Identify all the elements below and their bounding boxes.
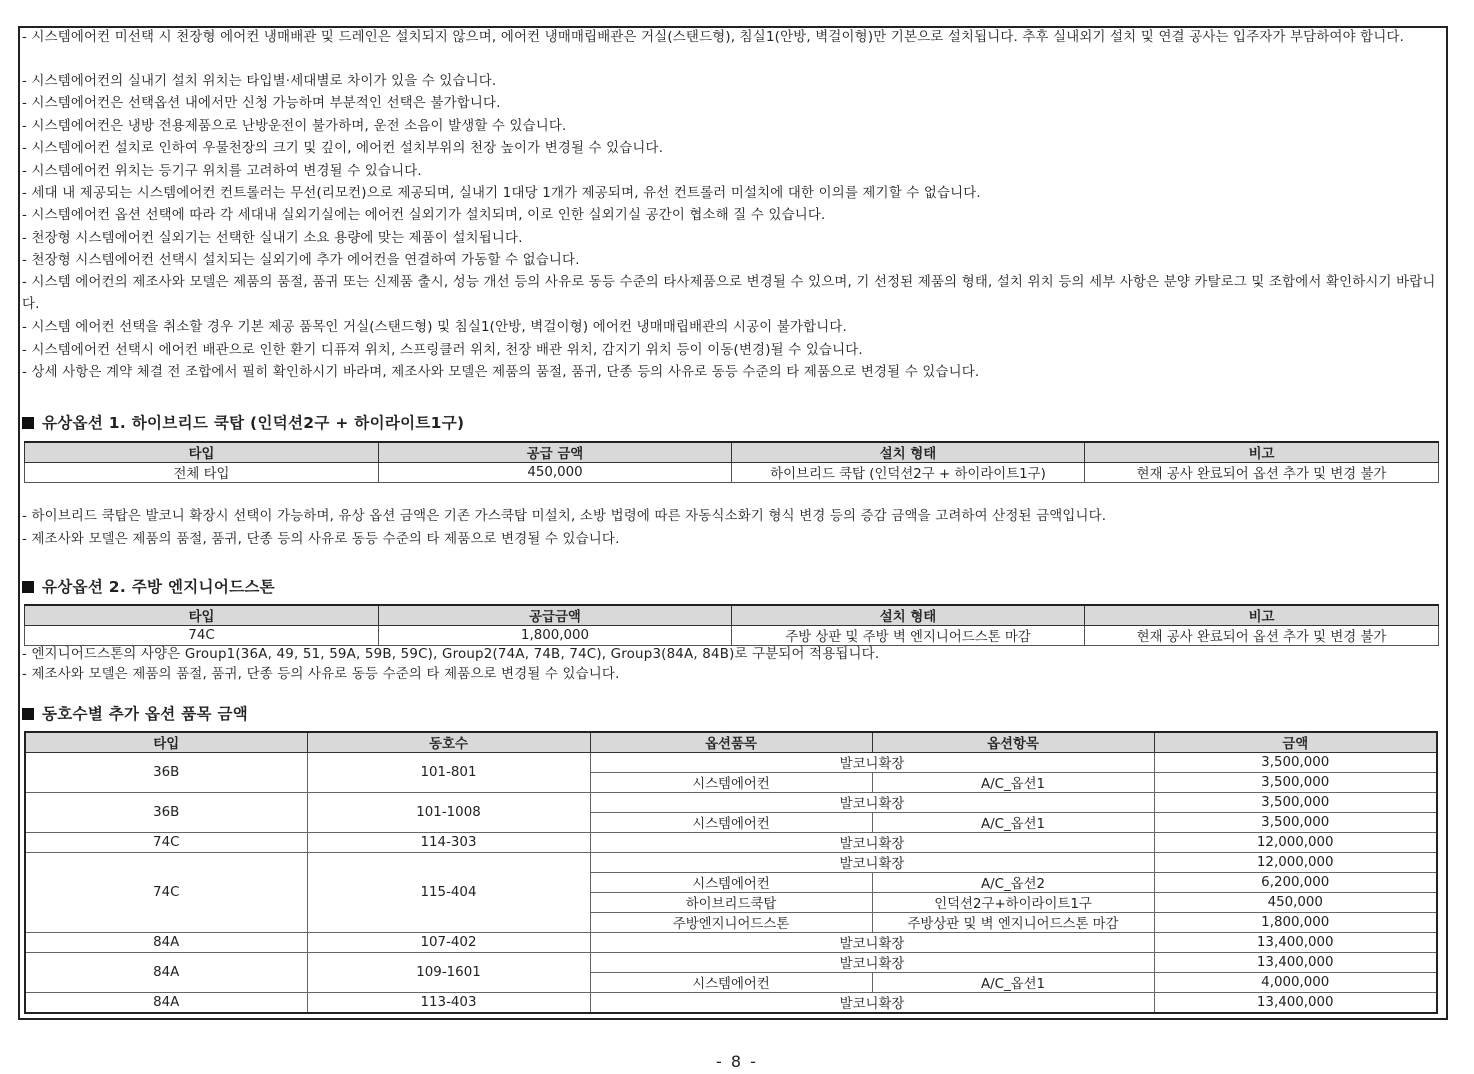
cell-option-item: 시스템에어컨 [590,813,872,833]
unit-option-table [24,731,1438,1014]
table-cell: 전체 타입 [25,463,379,483]
cell-option-item: 하이브리드쿡탑 [590,893,872,913]
cell-unit: 113-403 [307,993,590,1014]
col-header: 옵션항목 [872,732,1154,753]
cell-type: 84A [25,953,307,993]
cell-price: 3,500,000 [1154,813,1437,833]
note-line: - 시스템에어컨 설치로 인하여 우물천장의 크기 및 깊이, 에어컨 설치부위의 천장 높이가 변경될 수 있습니다. [22,141,664,156]
cell-type: 74C [25,833,307,853]
table-row [25,833,1437,853]
note-line: - 시스템에어컨은 냉방 전용제품으로 난방운전이 불가하며, 운전 소음이 발생할 수 있습니다. [22,119,567,134]
option2-table [24,604,1439,646]
cell-type: 74C [25,853,307,933]
note-line: - 하이브리드 쿡탑은 발코니 확장시 선택이 가능하며, 유상 옵션 금액은 기존 가스쿡탑 미설치, 소방 법령에 따른 자동식소화기 형식 변경 등의 증감 금액을 고려하여 산정된 금액입니다. [22,509,1107,524]
note-line: - 시스템에어컨 미선택 시 천장형 에어컨 냉매배관 및 드레인은 설치되지 않으며, 에어컨 냉매매립배관은 거실(스탠드형), 침실1(안방, 벽걸이형)만 기본으로 설치됩니다. 추후 실내외기 설치 및 연결 공사는 입주자가 부담하여야 합니다. [22,30,1405,45]
table-row [25,753,1437,773]
table-cell: 주방 상판 및 주방 벽 엔지니어드스톤 마감 [732,626,1085,646]
table-cell: 하이브리드 쿡탑 (인덕션2구 + 하이라이트1구) [732,463,1085,483]
table-cell: 현재 공사 완료되어 옵션 추가 및 변경 불가 [1085,626,1439,646]
col-header: 타입 [25,732,307,753]
note-line: - 엔지니어드스톤의 사양은 Group1(36A, 49, 51, 59A, 59B, 59C), Group2(74A, 74B, 74C), Group3(84A, 84B)로 구분되어 적용됩니다. [22,647,880,662]
cell-price: 3,500,000 [1154,753,1437,773]
note-line: - 제조사와 모델은 제품의 품절, 품귀, 단종 등의 사유로 동등 수준의 타 제품으로 변경될 수 있습니다. [22,667,620,682]
col-header: 설치 형태 [732,605,1085,626]
cell-option-detail: A/C_옵션1 [872,973,1154,993]
page-number: - 8 - [716,1052,758,1071]
cell-price: 4,000,000 [1154,973,1437,993]
cell-unit: 101-801 [307,753,590,793]
section-heading-text: 유상옵션 1. 하이브리드 쿡탑 (인덕션2구 + 하이라이트1구) [42,414,465,432]
cell-option-item: 시스템에어컨 [590,773,872,793]
table-row [25,793,1437,813]
cell-type: 36B [25,793,307,833]
cell-price: 13,400,000 [1154,933,1437,953]
cell-option-item: 발코니확장 [590,953,1154,973]
note-line: - 세대 내 제공되는 시스템에어컨 컨트롤러는 무선(리모컨)으로 제공되며, 실내기 1대당 1개가 제공되며, 유선 컨트롤러 미설치에 대한 이의를 제기할 수 없습니다. [22,186,981,201]
cell-type: 84A [25,993,307,1014]
cell-option-item: 시스템에어컨 [590,973,872,993]
cell-unit: 114-303 [307,833,590,853]
cell-type: 84A [25,933,307,953]
cell-price: 12,000,000 [1154,833,1437,853]
cell-option-item: 발코니확장 [590,993,1154,1014]
note-line: - 천장형 시스템에어컨 선택시 설치되는 실외기에 추가 에어컨을 연결하여 가동할 수 없습니다. [22,253,580,268]
cell-price: 12,000,000 [1154,853,1437,873]
note-line: - 제조사와 모델은 제품의 품절, 품귀, 단종 등의 사유로 동등 수준의 타 제품으로 변경될 수 있습니다. [22,532,620,547]
col-header: 동호수 [307,732,590,753]
section-heading-text: 유상옵션 2. 주방 엔지니어드스톤 [42,578,275,596]
cell-option-detail: 인덕션2구+하이라이트1구 [872,893,1154,913]
table-row [25,993,1437,1014]
note-line: - 시스템에어컨 선택시 에어컨 배관으로 인한 환기 디퓨져 위치, 스프링클러 위치, 천장 배관 위치, 감지기 위치 등이 이동(변경)될 수 있습니다. [22,343,863,358]
cell-option-detail: A/C_옵션1 [872,773,1154,793]
col-header: 옵션품목 [590,732,872,753]
table-cell: 450,000 [379,463,732,483]
table-row [25,933,1437,953]
table-row [25,853,1437,873]
note-line: - 시스템에어컨 위치는 등기구 위치를 고려하여 변경될 수 있습니다. [22,164,422,179]
note-line: - 천장형 시스템에어컨 실외기는 선택한 실내기 소요 용량에 맞는 제품이 설치됩니다. [22,231,523,246]
cell-option-item: 발코니확장 [590,753,1154,773]
cell-unit: 107-402 [307,933,590,953]
cell-price: 3,500,000 [1154,793,1437,813]
cell-option-item: 시스템에어컨 [590,873,872,893]
cell-price: 1,800,000 [1154,913,1437,933]
cell-option-detail: 주방상판 및 벽 엔지니어드스톤 마감 [872,913,1154,933]
note-line: - 시스템 에어컨 선택을 취소할 경우 기본 제공 품목인 거실(스탠드형) 및 침실1(안방, 벽걸이형) 에어컨 냉매매립배관의 시공이 불가합니다. [22,320,847,335]
cell-unit: 109-1601 [307,953,590,993]
table-cell: 74C [25,626,379,646]
col-header: 비고 [1085,442,1439,463]
cell-option-item: 발코니확장 [590,833,1154,853]
unit-table-body [25,753,1437,1014]
col-header: 금액 [1154,732,1437,753]
note-line: - 시스템 에어컨의 제조사와 모델은 제품의 품절, 품귀 또는 신제품 출시, 성능 개선 등의 사유로 동등 수준의 타사제품으로 변경될 수 있으며, 기 선정된 제품의 형태, 설치 위치 등의 세부 사항은 분양 카탈로그 및 조합에서 확인하시기 바랍니다. [22,275,1436,313]
col-header: 비고 [1085,605,1439,626]
note-line: - 시스템에어컨의 실내기 설치 위치는 타입별·세대별로 차이가 있을 수 있습니다. [22,74,497,89]
cell-option-detail: A/C_옵션2 [872,873,1154,893]
col-header: 설치 형태 [732,442,1085,463]
cell-option-item: 주방엔지니어드스톤 [590,913,872,933]
cell-price: 3,500,000 [1154,773,1437,793]
option1-table [24,441,1439,483]
col-header: 타입 [25,442,379,463]
cell-option-item: 발코니확장 [590,933,1154,953]
cell-option-detail: A/C_옵션1 [872,813,1154,833]
table-row [25,953,1437,973]
cell-unit: 115-404 [307,853,590,933]
cell-unit: 101-1008 [307,793,590,833]
section-heading-text: 동호수별 추가 옵션 품목 금액 [42,705,249,723]
cell-price: 13,400,000 [1154,953,1437,973]
square-bullet-icon [22,417,34,429]
col-header: 공급 금액 [379,442,732,463]
cell-price: 13,400,000 [1154,993,1437,1014]
cell-price: 6,200,000 [1154,873,1437,893]
square-bullet-icon [22,708,34,720]
section-heading [22,702,248,724]
section-heading [22,411,464,433]
square-bullet-icon [22,581,34,593]
table-cell: 1,800,000 [379,626,732,646]
note-line: - 시스템에어컨은 선택옵션 내에서만 신청 가능하며 부분적인 선택은 불가합니다. [22,96,501,111]
col-header: 공급금액 [379,605,732,626]
cell-type: 36B [25,753,307,793]
note-line: - 상세 사항은 계약 체결 전 조합에서 필히 확인하시기 바라며, 제조사와 모델은 제품의 품절, 품귀, 단종 등의 사유로 동등 수준의 타 제품으로 변경될 수 있습니다. [22,365,980,380]
cell-price: 450,000 [1154,893,1437,913]
section-heading [22,575,275,597]
col-header: 타입 [25,605,379,626]
table-cell: 현재 공사 완료되어 옵션 추가 및 변경 불가 [1085,463,1439,483]
cell-option-item: 발코니확장 [590,793,1154,813]
cell-option-item: 발코니확장 [590,853,1154,873]
note-line: - 시스템에어컨 옵션 선택에 따라 각 세대내 실외기실에는 에어컨 실외기가 설치되며, 이로 인한 실외기실 공간이 협소해 질 수 있습니다. [22,208,826,223]
